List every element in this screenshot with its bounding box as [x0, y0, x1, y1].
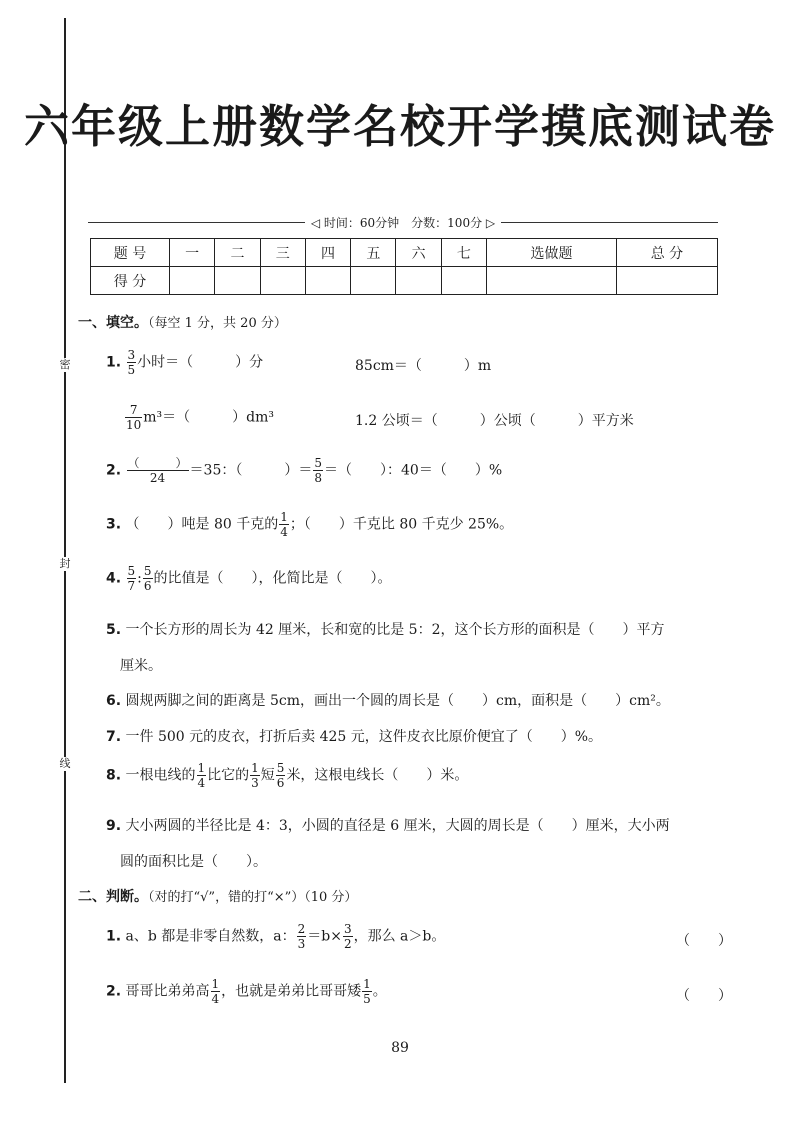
fraction — [313, 456, 323, 485]
page-number: 89 — [391, 1040, 409, 1056]
score-cell[interactable] — [260, 267, 305, 295]
question-number: 1. — [106, 354, 122, 371]
question-6 — [106, 690, 670, 710]
question-number: 3. — [106, 516, 122, 533]
question-1a — [106, 348, 263, 377]
fraction — [127, 564, 137, 593]
question-text: ；（ ）千克比 80 千克少 25%。 — [289, 516, 514, 533]
fraction — [297, 922, 307, 951]
question-number: 5. — [106, 622, 122, 638]
numerator: 1 — [197, 761, 206, 775]
score-header-cell: 题 号 — [91, 239, 170, 267]
denominator: 6 — [276, 776, 285, 790]
question-9 — [106, 815, 670, 835]
binding-line — [64, 18, 66, 1083]
question-text: （ ）吨是 80 千克的 — [125, 516, 279, 533]
numerator: 5 — [143, 564, 152, 578]
fraction — [143, 564, 153, 593]
fraction — [127, 348, 137, 377]
numerator: 1 — [251, 761, 259, 775]
fraction — [127, 456, 189, 485]
score-header-cell: 一 — [170, 239, 215, 267]
answer-parentheses[interactable]: （ ） — [676, 933, 732, 949]
question-number: 2. — [106, 983, 122, 1000]
numerator: 5 — [314, 456, 322, 470]
section-2-label: 二、判断。 — [78, 889, 148, 905]
score-table — [90, 238, 718, 295]
score-cell[interactable] — [441, 267, 486, 295]
question-text: ＝35：（ ）＝ — [189, 462, 313, 479]
question-3 — [106, 510, 513, 539]
score-row-label: 得 分 — [91, 267, 170, 295]
fraction — [343, 922, 353, 951]
question-number: 4. — [106, 570, 122, 587]
score-header-cell: 三 — [260, 239, 305, 267]
denominator: 3 — [251, 776, 259, 790]
denominator: 4 — [280, 525, 288, 539]
fraction — [211, 977, 221, 1006]
question-text: 哥哥比弟弟高 — [125, 983, 210, 1000]
seal-char-feng: 封 — [59, 557, 71, 570]
denominator: 10 — [126, 418, 142, 432]
numerator: 1 — [363, 977, 371, 991]
section-1-heading — [78, 312, 287, 332]
score-cell[interactable] — [396, 267, 441, 295]
denominator: 3 — [297, 937, 306, 951]
answer-parentheses[interactable]: （ ） — [676, 988, 732, 1004]
fraction — [276, 761, 286, 790]
question-9-continued: 圆的面积比是（ ）。 — [120, 854, 267, 870]
question-text: 一件 500 元的皮衣，打折后卖 425 元，这件皮衣比原价便宜了（ ）%。 — [125, 729, 603, 745]
score-value-row — [91, 267, 718, 295]
denominator: 5 — [127, 363, 136, 377]
denominator: 7 — [127, 579, 136, 593]
question-text: 米，这根电线长（ ）米。 — [286, 767, 469, 784]
question-text: 一根电线的 — [125, 767, 196, 784]
question-1c — [124, 403, 274, 432]
denominator: 5 — [363, 992, 371, 1006]
seal-char-xian: 线 — [59, 757, 71, 770]
question-number: 2. — [106, 462, 122, 479]
question-text: ，也就是弟弟比哥哥矮 — [221, 983, 362, 1000]
question-1d: 1.2 公顷＝（ ）公顷（ ）平方米 — [355, 413, 634, 429]
denominator: 8 — [314, 471, 322, 485]
denominator: 24 — [149, 471, 166, 485]
question-text: ＝b× — [307, 928, 342, 945]
fraction — [279, 510, 289, 539]
denominator: 4 — [211, 992, 220, 1006]
question-5 — [106, 619, 665, 639]
question-number: 8. — [106, 767, 122, 784]
page-title: 六年级上册数学名校开学摸底测试卷 — [23, 100, 776, 153]
question-number: 7. — [106, 729, 122, 745]
question-4: 4. $\frac{5}{7}$ : $\frac{5}{6}$ 的比值是（ ），化简比是（ ）。 — [106, 564, 392, 593]
question-text: 圆规两脚之间的距离是 5cm，画出一个圆的周长是（ ）cm，面积是（ ）cm²。 — [125, 693, 670, 709]
denominator: 6 — [143, 579, 152, 593]
numerator: 1 — [211, 977, 220, 991]
exam-meta: ◁ 时间：60分钟 分数：100分 ▷ — [88, 214, 718, 230]
numerator: 2 — [297, 922, 306, 936]
section-1-note: （每空 1 分，共 20 分） — [148, 316, 287, 331]
score-header-cell: 六 — [396, 239, 441, 267]
numerator: 1 — [280, 510, 288, 524]
score-header-cell: 二 — [215, 239, 260, 267]
question-text: 大小两圆的半径比是 4：3，小圆的直径是 6 厘米，大圆的周长是（ ）厘米，大小两 — [125, 818, 670, 834]
denominator: 4 — [197, 776, 206, 790]
score-header-cell: 七 — [441, 239, 486, 267]
fraction — [362, 977, 372, 1006]
question-text: 。 — [372, 983, 387, 1000]
numerator: 3 — [343, 922, 352, 936]
question-8 — [106, 761, 468, 790]
score-header-row — [91, 239, 718, 267]
score-cell[interactable] — [487, 267, 617, 295]
question-text: 的比值是（ ），化简比是（ ）。 — [153, 570, 392, 587]
meta-text: 时间：60分钟 分数：100分 — [323, 216, 483, 230]
score-cell[interactable] — [215, 267, 260, 295]
question-5-continued: 厘米。 — [120, 658, 162, 674]
question-number: 6. — [106, 693, 122, 709]
numerator: 5 — [276, 761, 285, 775]
score-header-cell: 总 分 — [616, 239, 717, 267]
score-cell[interactable] — [351, 267, 396, 295]
judgement-1 — [106, 922, 445, 951]
score-cell[interactable] — [170, 267, 215, 295]
question-2 — [106, 456, 502, 485]
score-header-cell: 五 — [351, 239, 396, 267]
question-text: 一个长方形的周长为 42 厘米，长和宽的比是 5：2，这个长方形的面积是（ ）平方 — [125, 622, 665, 638]
score-cell[interactable] — [616, 267, 717, 295]
judgement-2 — [106, 977, 387, 1006]
numerator: 5 — [127, 564, 136, 578]
numerator: 3 — [127, 348, 136, 362]
score-header-cell: 选做题 — [487, 239, 617, 267]
question-text: 短 — [260, 767, 275, 784]
question-text: m³＝（ ）dm³ — [143, 409, 275, 426]
seal-char-mi: 密 — [59, 358, 71, 371]
fraction — [125, 403, 142, 432]
numerator: （ ） — [127, 456, 188, 470]
question-number: 9. — [106, 818, 122, 834]
question-text: ＝（ ）：40＝（ ）% — [324, 462, 503, 479]
fraction — [197, 761, 207, 790]
question-text: a、b 都是非零自然数，a： — [125, 928, 296, 945]
question-text: 比它的 — [207, 767, 250, 784]
score-cell[interactable] — [305, 267, 350, 295]
numerator: 7 — [125, 403, 142, 418]
score-header-cell: 四 — [305, 239, 350, 267]
section-2-heading — [78, 886, 357, 906]
denominator: 2 — [343, 937, 352, 951]
question-1b: 85cm＝（ ）m — [355, 358, 492, 374]
question-text: ，那么 a＞b。 — [353, 928, 446, 945]
question-text: 小时＝（ ）分 — [137, 354, 264, 371]
section-2-note: （对的打“√”，错的打“×”）（10 分） — [148, 890, 358, 905]
fraction — [250, 761, 260, 790]
question-7 — [106, 726, 602, 746]
section-1-label: 一、填空。 — [78, 315, 148, 331]
question-number: 1. — [106, 928, 122, 945]
